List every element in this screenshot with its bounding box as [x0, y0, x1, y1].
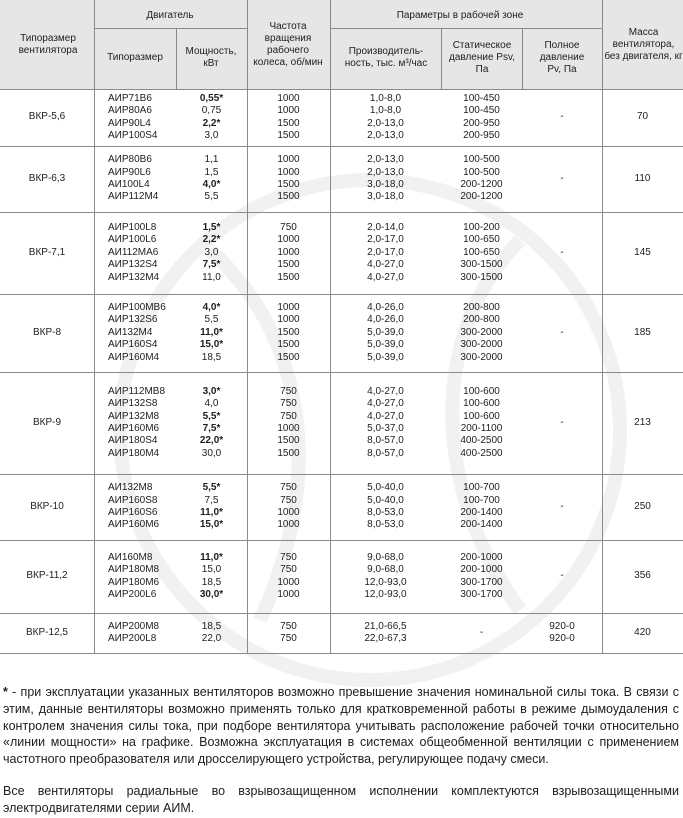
cell-perf-value: 12,0-93,0 [364, 588, 407, 600]
header-full: Полное давление Pv, Па [539, 39, 585, 75]
cell-full [522, 474, 602, 540]
cell-perf-value: 5,0-40,0 [367, 494, 404, 506]
cell-perf-value: 5,0-40,0 [367, 482, 404, 494]
cell-full-value: - [560, 500, 564, 512]
row-divider [0, 653, 683, 654]
cell-static-value: 300-2000 [460, 326, 503, 338]
cell-speed-value: 1500 [277, 326, 300, 338]
header-params: Параметры в рабочей зоне [396, 10, 524, 21]
cell-mass [602, 294, 683, 372]
cell-engine-type-value: АИР160S6 [108, 507, 158, 518]
cell-perf-value: 9,0-68,0 [367, 551, 404, 563]
cell-mass [602, 212, 683, 294]
cell-engine-type-value: АИР180М8 [108, 564, 160, 576]
cell-perf-value: 2,0-13,0 [367, 166, 404, 178]
cell-speed [247, 89, 330, 146]
cell-power-value: 3,0* [202, 385, 221, 397]
header-mass: Масса вентилятора, без двигателя, кг [604, 26, 683, 62]
cell-size-value: ВКР-7,1 [28, 246, 66, 258]
cell-speed-value: 1500 [277, 271, 300, 283]
cell-perf-value: 12,0-93,0 [364, 576, 407, 588]
cell-perf-value: 4,0-27,0 [367, 259, 404, 271]
cell-speed-value: 750 [280, 551, 297, 563]
cell-perf-value: 4,0-27,0 [367, 410, 404, 422]
cell-static-value: 200-1100 [460, 423, 503, 434]
cell-engine-type-value: АИР160М6 [108, 519, 160, 531]
cell-perf-value: 8,0-57,0 [367, 447, 404, 459]
cell-full-value: - [560, 172, 564, 184]
cell-engine-type-value: АИР132М4 [108, 271, 160, 283]
cell-perf [330, 89, 441, 146]
cell-engine-type-value: АИР180S4 [108, 435, 158, 447]
header-divider [441, 28, 442, 89]
cell-engine-type [108, 89, 178, 146]
cell-speed [247, 212, 330, 294]
header-static: Статическое давление Psv, Па [448, 39, 516, 75]
cell-engine-type-value: АИР80В6 [108, 154, 152, 166]
cell-speed-value: 1500 [277, 179, 300, 190]
table-row [0, 613, 683, 653]
cell-static-value: 300-2000 [460, 351, 503, 363]
cell-perf-value: 5,0-37,0 [367, 423, 404, 434]
cell-power-value: 11,0* [200, 326, 223, 338]
cell-power [176, 212, 247, 294]
cell-mass-value: 110 [634, 172, 651, 184]
cell-power-value: 18,5 [201, 620, 222, 632]
cell-engine-type-value: АИР71В6 [108, 92, 152, 104]
cell-static [441, 474, 522, 540]
cell-speed-value: 1000 [277, 301, 300, 313]
cell-power [176, 146, 247, 212]
footnote-1 [3, 684, 679, 768]
table-row [0, 372, 683, 474]
cell-static-value: 100-700 [463, 494, 500, 506]
cell-speed-value: 750 [280, 620, 297, 632]
cell-static-value: 100-500 [463, 166, 500, 178]
cell-size-value: ВКР-9 [32, 416, 62, 428]
table-row [0, 212, 683, 294]
cell-size [0, 146, 94, 212]
cell-static-value: 200-1000 [460, 564, 503, 576]
cell-speed [247, 294, 330, 372]
cell-speed-value: 1000 [277, 166, 300, 178]
cell-speed-value: 1000 [277, 576, 300, 588]
header-divider [330, 28, 602, 29]
cell-perf-value: 5,0-39,0 [367, 351, 404, 363]
cell-perf-value: 4,0-26,0 [367, 314, 404, 326]
cell-perf-value: 4,0-27,0 [367, 385, 404, 397]
header-perf: Производитель-ность, тыс. м³/час [344, 45, 428, 69]
cell-size [0, 212, 94, 294]
cell-power-value: 5,5* [202, 482, 221, 494]
cell-static [441, 89, 522, 146]
cell-engine-type [108, 372, 178, 474]
cell-speed-value: 1000 [277, 154, 300, 166]
cell-power-value: 11,0 [202, 271, 221, 283]
cell-static [441, 294, 522, 372]
cell-speed [247, 474, 330, 540]
cell-perf-value: 22,0-67,3 [364, 633, 407, 644]
cell-static [441, 540, 522, 613]
cell-static-value: 400-2500 [460, 435, 503, 447]
cell-engine-type-value: АИР80А6 [108, 105, 152, 117]
cell-engine-type-value: АИР132S6 [108, 314, 158, 326]
cell-engine-type-value: АИ112МА6 [108, 246, 159, 258]
cell-size-value: ВКР-12,5 [26, 626, 68, 638]
cell-static-value: 200-1200 [460, 191, 503, 203]
cell-perf-value: 2,0-13,0 [367, 129, 404, 141]
cell-size-value: ВКР-6,3 [28, 172, 66, 184]
cell-speed-value: 750 [280, 410, 297, 422]
cell-speed-value: 1000 [277, 234, 300, 246]
cell-static-value: 300-1500 [460, 259, 503, 271]
cell-engine-type-value: АИР100L8 [108, 221, 157, 233]
cell-perf-value: 4,0-27,0 [367, 398, 404, 410]
cell-full-value: 920-0 [549, 620, 575, 632]
cell-speed-value: 750 [280, 221, 297, 233]
header-size: Типоразмер вентилятора [18, 32, 78, 56]
cell-engine-type [108, 212, 178, 294]
cell-static [441, 146, 522, 212]
cell-perf [330, 212, 441, 294]
cell-perf-value: 1,0-8,0 [369, 92, 402, 104]
cell-perf [330, 540, 441, 613]
cell-mass [602, 89, 683, 146]
header-divider [94, 28, 247, 29]
cell-power-value: 3,0 [204, 129, 219, 141]
cell-speed [247, 146, 330, 212]
cell-power-value: 18,5 [201, 351, 222, 363]
cell-size [0, 89, 94, 146]
cell-engine-type [108, 146, 178, 212]
cell-static-value: 100-650 [463, 234, 500, 246]
cell-static-value: 100-600 [463, 398, 500, 410]
cell-engine-type [108, 474, 178, 540]
cell-static-value: 200-1200 [460, 179, 503, 190]
cell-perf-value: 8,0-53,0 [367, 519, 404, 531]
cell-speed-value: 1000 [277, 588, 300, 600]
cell-perf [330, 474, 441, 540]
cell-power-value: 22,0* [199, 435, 224, 447]
cell-static-value: - [479, 626, 484, 638]
cell-engine-type-value: АИР100L6 [108, 234, 157, 246]
cell-mass [602, 613, 683, 653]
cell-perf-value: 8,0-57,0 [367, 435, 404, 447]
cell-speed-value: 1500 [277, 191, 300, 203]
cell-static-value: 100-600 [463, 410, 500, 422]
cell-speed-value: 1500 [277, 259, 300, 271]
cell-size-value: ВКР-11,2 [26, 570, 68, 582]
cell-full-value: - [560, 326, 564, 338]
cell-mass [602, 372, 683, 474]
cell-perf-value: 8,0-53,0 [367, 507, 404, 518]
cell-speed-value: 750 [280, 398, 297, 410]
cell-perf-value: 2,0-17,0 [367, 234, 404, 246]
cell-power-value: 2,2* [202, 117, 221, 129]
cell-static-value: 100-600 [463, 385, 500, 397]
cell-static-value: 200-1400 [460, 519, 503, 531]
cell-power [176, 613, 247, 653]
cell-power-value: 4,0* [202, 179, 221, 190]
cell-static-value: 200-800 [463, 301, 500, 313]
cell-power-value: 5,5* [202, 410, 221, 422]
cell-size [0, 540, 94, 613]
footnote-text: - при эксплуатации указанных вентиляторов возможно превышение значения номинальной силы тока. В связи с этим, данные вентиляторы возможно применять только для кратковременной работы в режиме дымоудаления с контролем значения силы тока, при подборе вентилятора учитывать расположение рабочей точки относительно «линии мощности» на графике. Возможна эксплуатация в системах общеобменной вентиляции с применением частотного преобразователя или дросселирующего устройства, регулирующее подачу смеси. [3, 685, 679, 767]
cell-engine-type-value: АИР180М4 [108, 447, 160, 459]
cell-static [441, 613, 522, 653]
cell-speed-value: 1500 [277, 129, 300, 141]
cell-size [0, 613, 94, 653]
cell-engine-type [108, 613, 178, 653]
cell-engine-type-value: АИР160S8 [108, 494, 158, 506]
cell-perf-value: 2,0-13,0 [367, 117, 404, 129]
cell-power [176, 294, 247, 372]
cell-full-value: - [560, 111, 564, 123]
cell-perf [330, 146, 441, 212]
cell-perf-value: 2,0-17,0 [367, 246, 404, 258]
cell-speed-value: 1500 [277, 351, 300, 363]
cell-engine-type-value: АИР112М4 [108, 191, 159, 203]
cell-power-value: 0,55* [199, 92, 224, 104]
header-divider [176, 28, 177, 89]
cell-power [176, 540, 247, 613]
cell-speed-value: 750 [280, 385, 297, 397]
cell-speed [247, 372, 330, 474]
table-row [0, 474, 683, 540]
cell-perf-value: 4,0-27,0 [367, 271, 404, 283]
cell-static-value: 400-2500 [460, 447, 503, 459]
header-engine-type: Типоразмер [107, 51, 163, 63]
cell-power-value: 5,5 [204, 314, 219, 326]
cell-power-value: 30,0 [201, 447, 222, 459]
cell-power-value: 30,0* [199, 588, 224, 600]
cell-static-value: 300-1500 [460, 271, 503, 283]
cell-mass-value: 70 [636, 111, 649, 123]
cell-perf-value: 5,0-39,0 [367, 326, 404, 338]
cell-speed-value: 750 [280, 482, 297, 494]
cell-engine-type-value: АИР112МВ8 [108, 385, 166, 397]
cell-full [522, 89, 602, 146]
cell-speed-value: 1000 [277, 519, 300, 531]
cell-full-value: - [560, 416, 564, 428]
cell-mass [602, 146, 683, 212]
cell-engine-type-value: АИР200L6 [108, 588, 157, 600]
cell-engine-type-value: АИР100МВ6 [108, 301, 166, 313]
cell-static-value: 300-1700 [460, 588, 503, 600]
header-power: Мощность, кВт [185, 45, 237, 69]
cell-speed-value: 750 [280, 494, 297, 506]
cell-power-value: 7,5* [202, 423, 221, 434]
cell-power-value: 7,5* [202, 259, 221, 271]
table-row [0, 294, 683, 372]
cell-perf-value: 5,0-39,0 [367, 339, 404, 351]
cell-full [522, 212, 602, 294]
footnote-text-2: Все вентиляторы радиальные во взрывозащищенном исполнении комплектуются взрывозащищенными электродвигателями серии АИМ. [3, 784, 679, 815]
cell-static-value: 100-450 [463, 105, 500, 117]
cell-perf [330, 372, 441, 474]
cell-engine-type-value: АИ100L4 [108, 179, 150, 190]
cell-static-value: 100-700 [463, 482, 500, 494]
cell-mass [602, 474, 683, 540]
cell-perf [330, 613, 441, 653]
cell-static-value: 200-1000 [460, 551, 503, 563]
cell-speed-value: 1500 [277, 435, 300, 447]
cell-static-value: 100-450 [463, 92, 500, 104]
cell-speed-value: 1000 [277, 105, 300, 117]
cell-speed-value: 1000 [277, 246, 300, 258]
cell-power-value: 4,0 [204, 398, 219, 410]
cell-static-value: 100-500 [463, 154, 500, 166]
cell-engine-type-value: АИР132S8 [108, 398, 158, 410]
cell-engine-type-value: АИР160S4 [108, 339, 158, 351]
cell-perf-value: 2,0-14,0 [367, 221, 404, 233]
cell-full [522, 294, 602, 372]
cell-engine-type-value: АИ132М8 [108, 482, 153, 494]
cell-power [176, 89, 247, 146]
cell-speed-value: 1500 [277, 447, 300, 459]
cell-static-value: 200-950 [463, 129, 500, 141]
cell-static-value: 100-200 [463, 221, 500, 233]
cell-power-value: 22,0 [201, 633, 222, 644]
table-row [0, 146, 683, 212]
cell-power-value: 5,5 [204, 191, 219, 203]
cell-size [0, 372, 94, 474]
cell-engine-type-value: АИР160М4 [108, 351, 160, 363]
cell-mass-value: 185 [634, 326, 651, 338]
cell-power-value: 15,0* [199, 519, 224, 531]
cell-engine-type-value: АИР200L8 [108, 633, 157, 644]
cell-power-value: 3,0 [204, 246, 219, 258]
cell-power-value: 1,5* [202, 221, 221, 233]
cell-static-value: 300-2000 [460, 339, 503, 351]
cell-power-value: 15,0* [199, 339, 224, 351]
cell-power-value: 1,1 [204, 154, 219, 166]
cell-power-value: 2,2* [202, 234, 221, 246]
cell-engine-type-value: АИР100S4 [108, 129, 158, 141]
cell-speed [247, 540, 330, 613]
header-engine: Двигатель [146, 10, 194, 21]
cell-speed-value: 1000 [277, 423, 300, 434]
cell-size-value: ВКР-5,6 [28, 111, 66, 123]
cell-speed-value: 1000 [277, 92, 300, 104]
cell-power-value: 0,75 [201, 105, 222, 117]
cell-engine-type-value: АИР132S4 [108, 259, 158, 271]
cell-perf-value: 2,0-13,0 [367, 154, 404, 166]
cell-mass-value: 420 [634, 626, 651, 638]
cell-power-value: 11,0* [200, 507, 223, 518]
cell-engine-type-value: АИР90L4 [108, 117, 151, 129]
cell-engine-type-value: АИР200М8 [108, 620, 160, 632]
cell-engine-type [108, 294, 178, 372]
cell-mass-value: 356 [634, 570, 651, 582]
cell-engine-type-value: АИР90L6 [108, 166, 151, 178]
cell-speed-value: 1500 [277, 339, 300, 351]
cell-speed-value: 1000 [277, 314, 300, 326]
cell-power [176, 474, 247, 540]
cell-perf-value: 1,0-8,0 [369, 105, 402, 117]
cell-power [176, 372, 247, 474]
cell-engine-type [108, 540, 178, 613]
cell-static-value: 200-800 [463, 314, 500, 326]
cell-size [0, 474, 94, 540]
cell-mass-value: 145 [634, 246, 651, 258]
cell-mass [602, 540, 683, 613]
cell-full [522, 372, 602, 474]
cell-static [441, 212, 522, 294]
cell-perf-value: 3,0-18,0 [367, 191, 404, 203]
header-speed: Частота вращения рабочего колеса, об/мин [253, 20, 323, 68]
cell-mass-value: 213 [634, 416, 651, 428]
cell-speed-value: 1000 [277, 507, 300, 518]
cell-static-value: 200-1400 [460, 507, 503, 518]
cell-perf-value: 9,0-68,0 [367, 564, 404, 576]
cell-perf [330, 294, 441, 372]
cell-engine-type-value: АИ160М8 [108, 551, 153, 563]
cell-power-value: 11,0* [200, 551, 223, 563]
cell-full-value: - [560, 246, 564, 258]
table-row [0, 540, 683, 613]
cell-engine-type-value: АИР132М8 [108, 410, 160, 422]
cell-power-value: 18,5 [201, 576, 222, 588]
cell-engine-type-value: АИ132М4 [108, 326, 153, 338]
cell-speed-value: 750 [280, 564, 297, 576]
cell-static [441, 372, 522, 474]
cell-perf-value: 4,0-26,0 [367, 301, 404, 313]
cell-power-value: 1,5 [204, 166, 219, 178]
cell-power-value: 7,5 [204, 494, 219, 506]
cell-power-value: 4,0* [202, 301, 221, 313]
cell-perf-value: 3,0-18,0 [367, 179, 404, 190]
cell-static-value: 300-1700 [460, 576, 503, 588]
footnote-star: * [3, 685, 8, 699]
cell-speed [247, 613, 330, 653]
cell-size-value: ВКР-8 [32, 326, 62, 338]
cell-speed-value: 1500 [277, 117, 300, 129]
cell-full [522, 146, 602, 212]
footnote-2 [3, 783, 679, 817]
cell-full [522, 613, 602, 653]
cell-full-value: 920-0 [549, 633, 575, 644]
cell-full-value: - [560, 570, 564, 582]
cell-power-value: 15,0 [201, 564, 222, 576]
header-divider [522, 28, 523, 89]
cell-static-value: 200-950 [463, 117, 500, 129]
cell-size [0, 294, 94, 372]
table-row [0, 89, 683, 146]
cell-engine-type-value: АИР160М6 [108, 423, 160, 434]
cell-speed-value: 750 [280, 633, 297, 644]
cell-static-value: 100-650 [463, 246, 500, 258]
cell-full [522, 540, 602, 613]
cell-mass-value: 250 [634, 500, 651, 512]
cell-perf-value: 21,0-66,5 [364, 620, 407, 632]
cell-size-value: ВКР-10 [30, 500, 64, 512]
cell-engine-type-value: АИР180М6 [108, 576, 160, 588]
